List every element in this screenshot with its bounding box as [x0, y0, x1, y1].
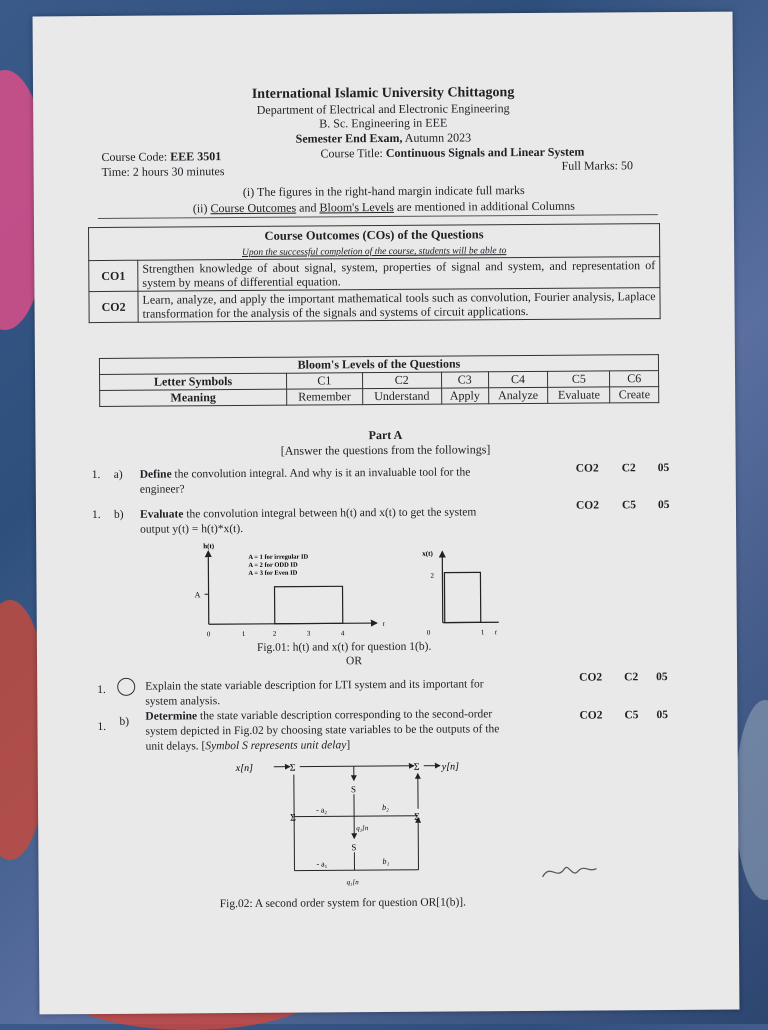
state-q1: q₁[n	[347, 878, 360, 886]
question-number: 1.	[97, 720, 106, 735]
note2-and: and	[296, 200, 319, 214]
bloom-symbol: C4	[488, 371, 548, 387]
question-sub: a)	[114, 468, 123, 483]
delay-block: S	[351, 842, 356, 852]
bottom-line	[294, 870, 418, 871]
question-line: unit delays. [	[146, 740, 206, 752]
university-name: International Islamic University Chittagong	[33, 84, 733, 105]
question-line: system analysis.	[145, 695, 220, 708]
co-table-title: Course Outcomes (COs) of the Questions	[264, 227, 483, 243]
full-marks: Full Marks: 50	[562, 158, 633, 173]
question-bloom: C2	[624, 671, 638, 683]
part-title: Part A	[35, 426, 735, 446]
h-y-axis	[208, 551, 209, 624]
x-tick: 1	[481, 628, 485, 636]
question-1b-text	[140, 505, 560, 538]
a-note: A = 2 for ODD ID	[248, 562, 298, 569]
bloom-meaning: Evaluate	[548, 387, 610, 403]
h-tick: 2	[273, 630, 277, 638]
course-title	[320, 145, 584, 162]
a-axis-label: A	[195, 590, 201, 599]
question-marks: 05	[658, 462, 670, 474]
h-tick: 1	[242, 630, 246, 638]
question-verb: Evaluate	[140, 508, 184, 520]
co-table-title-cell	[89, 224, 660, 261]
question-line: output y(t) = h(t)*x(t).	[140, 523, 243, 536]
x-label: x(t)	[422, 550, 433, 558]
bloom-meaning: Analyze	[488, 387, 548, 403]
output-label: y[n]	[441, 761, 459, 772]
top-line	[300, 766, 414, 767]
a-note: A = 1 for irregular ID	[248, 554, 308, 561]
question-co: CO2	[579, 671, 602, 683]
question-number: 1.	[92, 468, 101, 483]
question-bloom: C2	[622, 462, 636, 474]
question-line: the state variable description corresponding to the second-order	[197, 708, 492, 722]
x-amp-label: 2	[430, 572, 434, 580]
question-co: CO2	[579, 709, 602, 721]
question-line: the convolution integral between h(t) and x(t) to get the system	[183, 506, 476, 520]
handwritten-signature	[538, 859, 598, 883]
sum-node: Σ	[414, 812, 420, 823]
sum-node: Σ	[414, 762, 420, 773]
exam-paper	[33, 12, 740, 1015]
coef-b2: b₂	[382, 803, 389, 812]
h-tick: 0	[207, 630, 211, 638]
co-description: Strengthen knowledge of about signal, system, properties of signal and system, and representation of system by means of differential equation.	[138, 257, 660, 292]
figure-1	[186, 537, 507, 639]
question-sub: b)	[119, 715, 129, 730]
note2-bloom: Bloom's Levels	[319, 200, 394, 215]
sum-node: Σ	[290, 763, 296, 774]
background-flower	[735, 700, 768, 900]
note2-prefix: (ii)	[193, 201, 211, 215]
question-line: the convolution integral. And why is it an invaluable tool for the	[172, 466, 471, 480]
t-label: t	[383, 620, 386, 628]
coef-b1: b₁	[382, 857, 389, 866]
course-code-label: Course Code:	[101, 149, 170, 163]
input-label: x[n]	[235, 763, 253, 774]
bloom-symbol: C1	[287, 373, 363, 390]
bloom-symbol: C3	[441, 372, 488, 388]
course-title-value: Continuous Signals and Linear System	[386, 145, 585, 160]
bloom-meaning: Remember	[287, 389, 363, 406]
question-line: ]	[346, 739, 350, 751]
program-name: B. Sc. Engineering in EEE	[33, 114, 733, 134]
h-tick: 3	[307, 630, 311, 638]
question-verb: Determine	[145, 710, 197, 722]
part-instruction: [Answer the questions from the followings]	[36, 441, 736, 461]
question-marks: 05	[656, 671, 668, 683]
figure-2	[234, 753, 475, 895]
question-line: engineer?	[140, 483, 185, 495]
h-label: h(t)	[203, 542, 215, 550]
delay-block: S	[351, 784, 356, 794]
bloom-symbols-label: Letter Symbols	[100, 373, 287, 390]
exam-name-bold: Semester End Exam,	[296, 131, 403, 146]
h-tick: 4	[341, 629, 345, 637]
question-or-1b-text	[145, 707, 565, 755]
figure-1-caption: Fig.01: h(t) and x(t) for question 1(b).	[257, 640, 431, 656]
handwritten-circle	[117, 678, 135, 696]
bloom-meaning: Apply	[441, 388, 488, 404]
question-sub: b)	[114, 508, 124, 523]
question-number: 1.	[97, 683, 106, 698]
co-description: Learn, analyze, and apply the important mathematical tools such as convolution, Fourier analysis, Laplace transformation for the analysis of the signals and systems of circuit applications.	[138, 288, 660, 323]
figure-2-caption: Fig.02: A second order system for question OR[1(b)].	[220, 895, 466, 912]
note2-suffix: are mentioned in additional Columns	[394, 199, 575, 214]
co-table-subtitle: Upon the successful completion of the course, students will be able to	[242, 246, 506, 258]
question-co: CO2	[576, 463, 599, 475]
department-name: Department of Electrical and Electronic Engineering	[33, 100, 733, 120]
x-tick: 0	[427, 629, 431, 637]
h-pulse	[275, 586, 343, 623]
question-verb: Define	[140, 468, 172, 480]
question-number: 1.	[92, 508, 101, 523]
bloom-symbol: C5	[548, 371, 610, 387]
co-code: CO2	[89, 291, 138, 322]
question-marks: 05	[658, 499, 670, 511]
question-marks: 05	[656, 709, 668, 721]
bloom-meaning: Understand	[362, 388, 441, 405]
course-code-value: EEE 3501	[170, 149, 221, 163]
bloom-meaning: Create	[610, 387, 659, 403]
note-full-marks: (i) The figures in the right-hand margin indicate full marks	[34, 182, 734, 202]
sum-node: Σ	[290, 813, 296, 824]
exam-name-rest: Autumn 2023	[402, 130, 471, 144]
bloom-table-title: Bloom's Levels of the Questions	[99, 355, 658, 375]
a-note: A = 3 for Even ID	[248, 570, 297, 577]
bloom-meaning-label: Meaning	[100, 389, 287, 406]
question-bloom: C5	[624, 709, 638, 721]
question-bloom: C5	[622, 499, 636, 511]
exam-time: Time: 2 hours 30 minutes	[102, 164, 225, 180]
course-code	[101, 149, 221, 165]
question-or-1a-text	[145, 677, 565, 710]
course-outcomes-table	[88, 223, 661, 323]
course-title-label: Course Title:	[320, 146, 385, 160]
state-q2: q₂[n	[356, 824, 369, 832]
note2-co: Course Outcomes	[210, 201, 296, 216]
coef-a1: - a₁	[316, 859, 327, 868]
bloom-symbol: C6	[610, 371, 659, 387]
question-co: CO2	[576, 500, 599, 512]
co-code: CO1	[89, 260, 138, 291]
question-line: Explain the state variable description for LTI system and its important for	[145, 678, 483, 692]
table-row	[89, 288, 660, 323]
x-pulse	[444, 572, 480, 622]
bloom-levels-table	[99, 354, 659, 407]
table-row	[89, 257, 660, 292]
question-italic: Symbol S represents unit delay	[205, 739, 346, 752]
table-row	[100, 387, 659, 407]
coef-a2: - a₂	[316, 805, 327, 814]
question-line: system depicted in Fig.02 by choosing state variables to be the outputs of the	[145, 723, 499, 737]
question-1a-text	[140, 465, 540, 498]
or-label: OR	[346, 654, 362, 669]
bloom-symbol: C2	[362, 372, 441, 389]
t-label: t	[495, 628, 498, 636]
middle-line	[294, 816, 418, 817]
